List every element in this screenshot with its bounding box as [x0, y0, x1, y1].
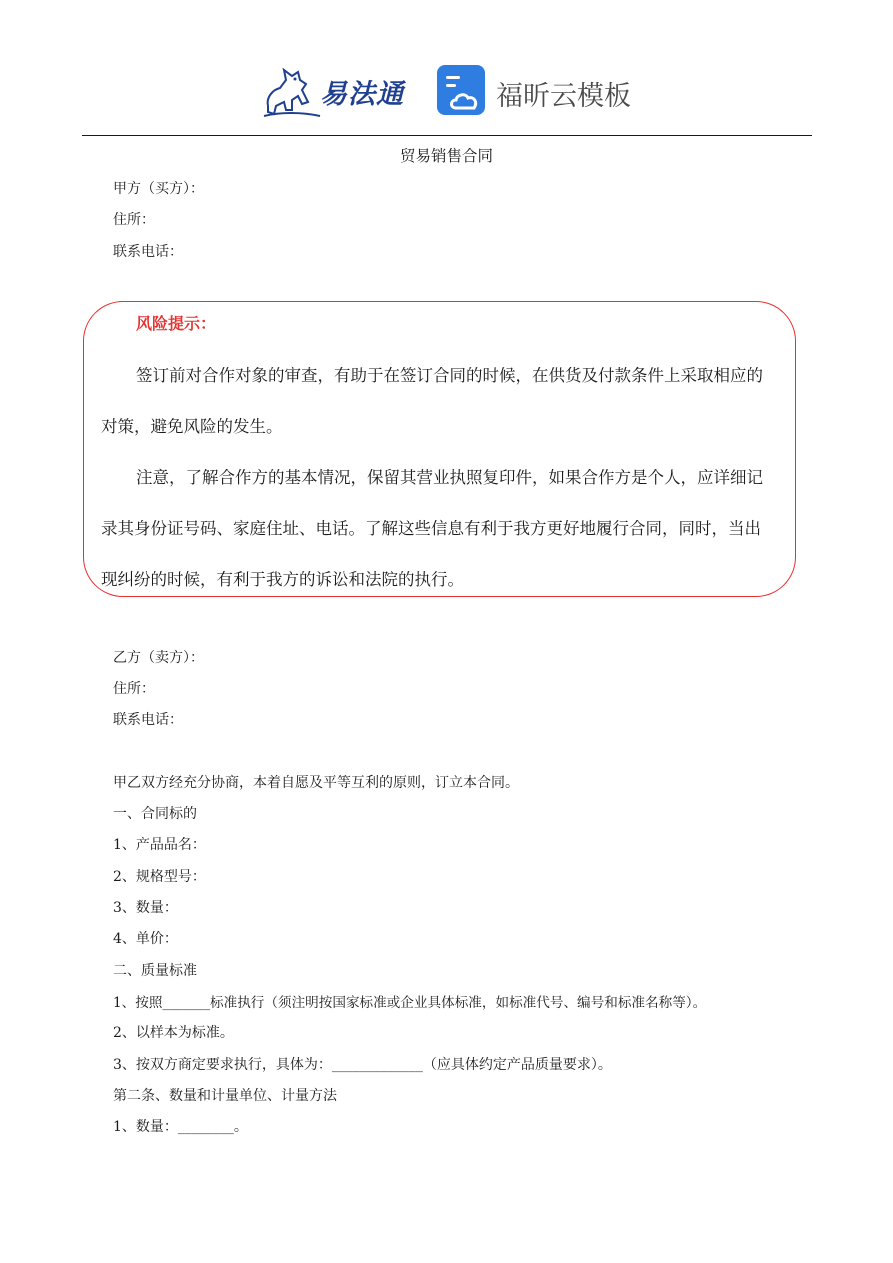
risk-notice-line: 录其身份证号码、家庭住址、电话。了解这些信息有利于我方更好地履行合同，同时，当出 — [101, 519, 761, 538]
contract-preamble: 甲乙双方经充分协商，本着自愿及平等互利的原则，订立本合同。 — [113, 775, 519, 791]
clause-line: 1、按照_______标准执行（须注明按国家标准或企业具体标准，如标准代号、编号和标准名称等）。 — [113, 995, 707, 1011]
clause-line: 2、规格型号： — [113, 869, 206, 885]
party-b-address-label: 住所： — [113, 681, 155, 697]
section-heading: 二、质量标准 — [113, 963, 197, 979]
risk-notice-line: 现纠纷的时候，有利于我方的诉讼和法院的执行。 — [101, 570, 464, 589]
party-a-phone-label: 联系电话： — [113, 244, 183, 260]
risk-notice-line: 对策，避免风险的发生。 — [101, 417, 283, 436]
header-divider — [82, 135, 812, 136]
section-heading: 一、合同标的 — [113, 806, 197, 822]
clause-line: 2、以样本为标准。 — [113, 1025, 234, 1041]
clause-line: 3、数量： — [113, 900, 178, 916]
clause-line: 1、数量：________。 — [113, 1119, 248, 1135]
party-b-name-label: 乙方（卖方）： — [113, 650, 204, 666]
party-a-address-label: 住所： — [113, 212, 155, 228]
unicorn-icon — [262, 62, 322, 120]
risk-notice-box — [83, 301, 796, 597]
clause-line: 4、单价： — [113, 931, 178, 947]
document-title: 贸易销售合同 — [399, 147, 493, 165]
section-heading: 第二条、数量和计量单位、计量方法 — [113, 1088, 337, 1104]
header — [0, 58, 893, 128]
party-a-name-label: 甲方（买方）： — [113, 181, 204, 197]
logo2-text: 福昕云模板 — [496, 81, 631, 112]
foxit-template-logo — [436, 64, 636, 118]
cloud-doc-icon — [436, 64, 488, 118]
clause-line: 3、按双方商定要求执行，具体为：_____________（应具体约定产品质量要求）。 — [113, 1057, 612, 1073]
risk-notice-line: 签订前对合作对象的审查，有助于在签订合同的时候，在供货及付款条件上采取相应的 — [136, 366, 763, 385]
yifatong-logo — [262, 62, 412, 120]
logo1-text: 易法通 — [320, 79, 404, 110]
clause-line: 1、产品品名： — [113, 837, 206, 853]
party-b-phone-label: 联系电话： — [113, 712, 183, 728]
risk-notice-title: 风险提示： — [136, 314, 217, 333]
risk-notice-line: 注意，了解合作方的基本情况，保留其营业执照复印件，如果合作方是个人，应详细记 — [136, 468, 763, 487]
